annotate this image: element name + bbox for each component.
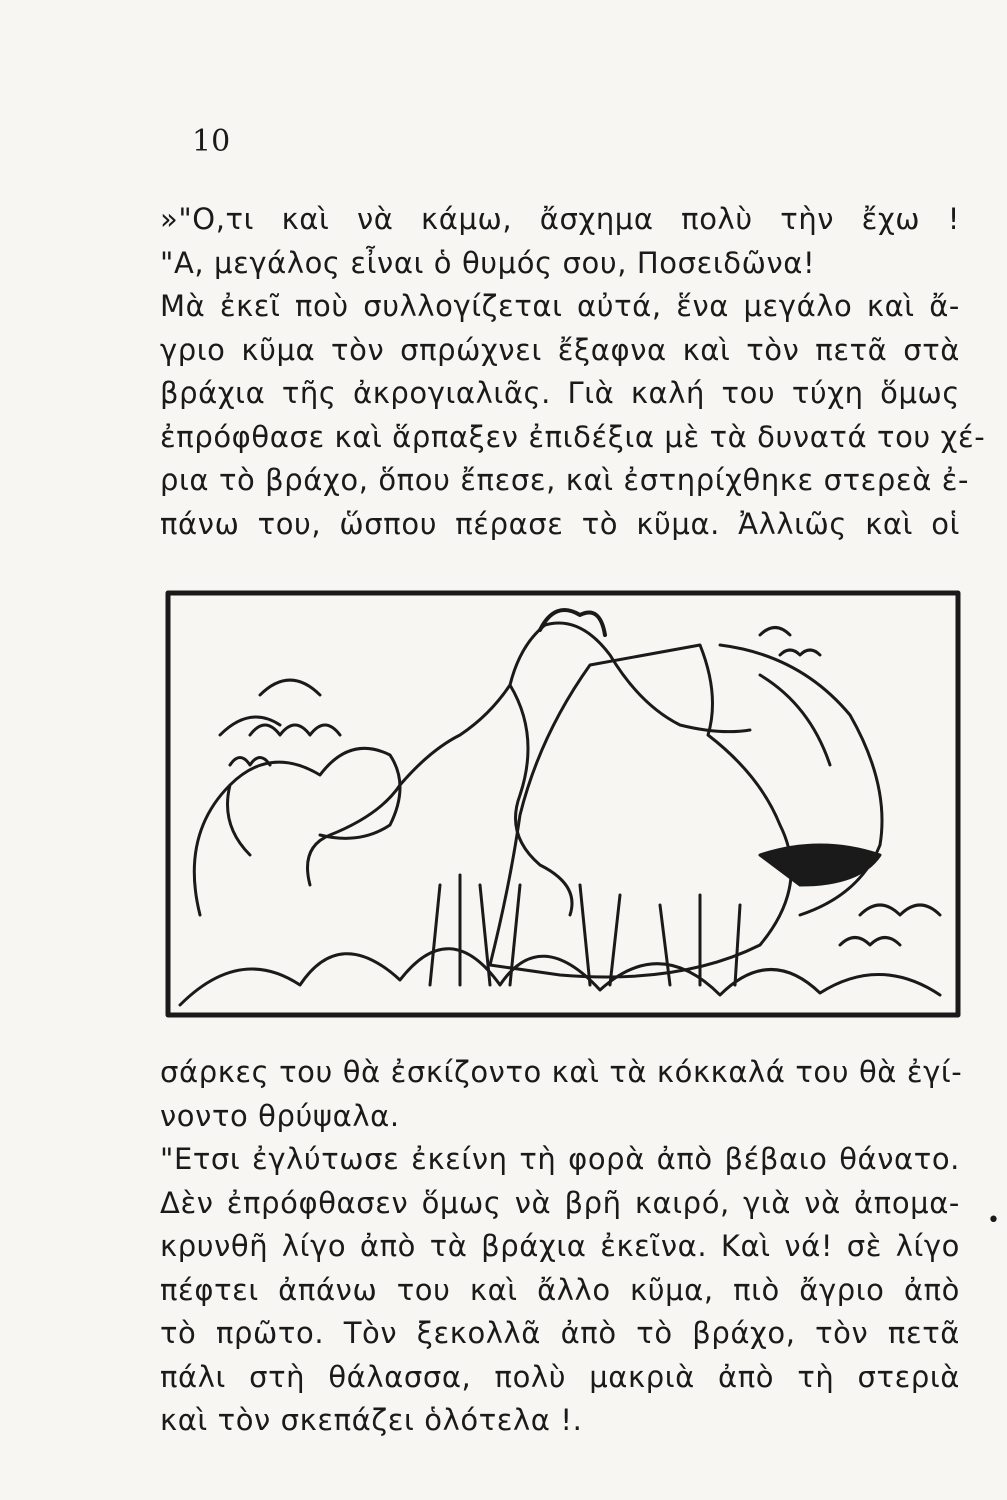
illustration-odysseus-clinging-to-rock	[160, 585, 965, 1025]
text-line: Δὲν ἐπρόφθασεν ὅμως νὰ βρῆ καιρό, γιὰ νὰ ἀπομα-	[160, 1185, 960, 1220]
bottom-waves	[180, 949, 940, 1005]
right-swirls	[840, 905, 940, 945]
text-line: Μὰ ἐκεῖ ποὺ συλλογίζεται αὐτά, ἕνα μεγάλο καὶ ἄ-	[160, 289, 960, 323]
illustration-frame	[168, 593, 958, 1015]
text-line: "Α, μεγάλος εἶναι ὁ θυμός σου, Ποσειδῶνα!	[160, 245, 816, 280]
text-line: τὸ πρῶτο. Τὸν ξεκολλᾶ ἀπὸ τὸ βράχο, τὸν πετᾶ	[160, 1316, 960, 1350]
text-line: βράχια τῆς ἀκρογιαλιᾶς. Γιὰ καλή του τύχη ὅμως	[160, 376, 960, 410]
text-line: νοντο θρύψαλα.	[160, 1098, 400, 1133]
text-line: πάνω του, ὥσπου πέρασε τὸ κῦμα. Ἀλλιῶς καὶ οἱ	[160, 506, 960, 541]
right-wave-dark	[760, 845, 880, 885]
text-line: "Ετσι ἐγλύτωσε ἐκείνη τὴ φορὰ ἀπὸ βέβαιο θάνατο.	[160, 1142, 960, 1176]
text-line: ρια τὸ βράχο, ὅπου ἔπεσε, καὶ ἐστηρίχθηκε στερεὰ ἐ-	[160, 463, 970, 497]
figure-body	[308, 623, 751, 915]
left-wave	[194, 680, 400, 915]
page-number: 10	[192, 124, 231, 159]
text-line: καὶ τὸν σκεπάζει ὁλότελα !.	[160, 1403, 583, 1437]
left-foam	[230, 725, 340, 765]
margin-mark: •	[987, 1208, 1000, 1233]
text-block-top	[160, 198, 986, 546]
text-line: »"Ο,τι καὶ νὰ κάμω, ἄσχημα πολὺ τὴν ἔχω !	[160, 202, 960, 236]
text-line: πάλι στὴ θάλασσα, πολὺ μακριὰ ἀπὸ τὴ στεριὰ	[160, 1359, 960, 1394]
text-block-bottom	[160, 1051, 963, 1443]
text-line: γριο κῦμα τὸν σπρώχνει ἔξαφνα καὶ τὸν πετᾶ στὰ	[160, 332, 960, 367]
text-line: πέφτει ἀπάνω του καὶ ἄλλο κῦμα, πιὸ ἄγριο ἀπὸ	[160, 1272, 960, 1307]
text-line: κρυνθῆ λίγο ἀπὸ τὰ βράχια ἐκεῖνα. Καὶ νά! σὲ λίγο	[160, 1229, 960, 1263]
text-line: ἐπρόφθασε καὶ ἅρπαξεν ἐπιδέξια μὲ τὰ δυνατά του χέ-	[160, 419, 986, 454]
text-line: σάρκες του θὰ ἐσκίζοντο καὶ τὰ κόκκαλά του θὰ ἐγί-	[160, 1055, 963, 1089]
